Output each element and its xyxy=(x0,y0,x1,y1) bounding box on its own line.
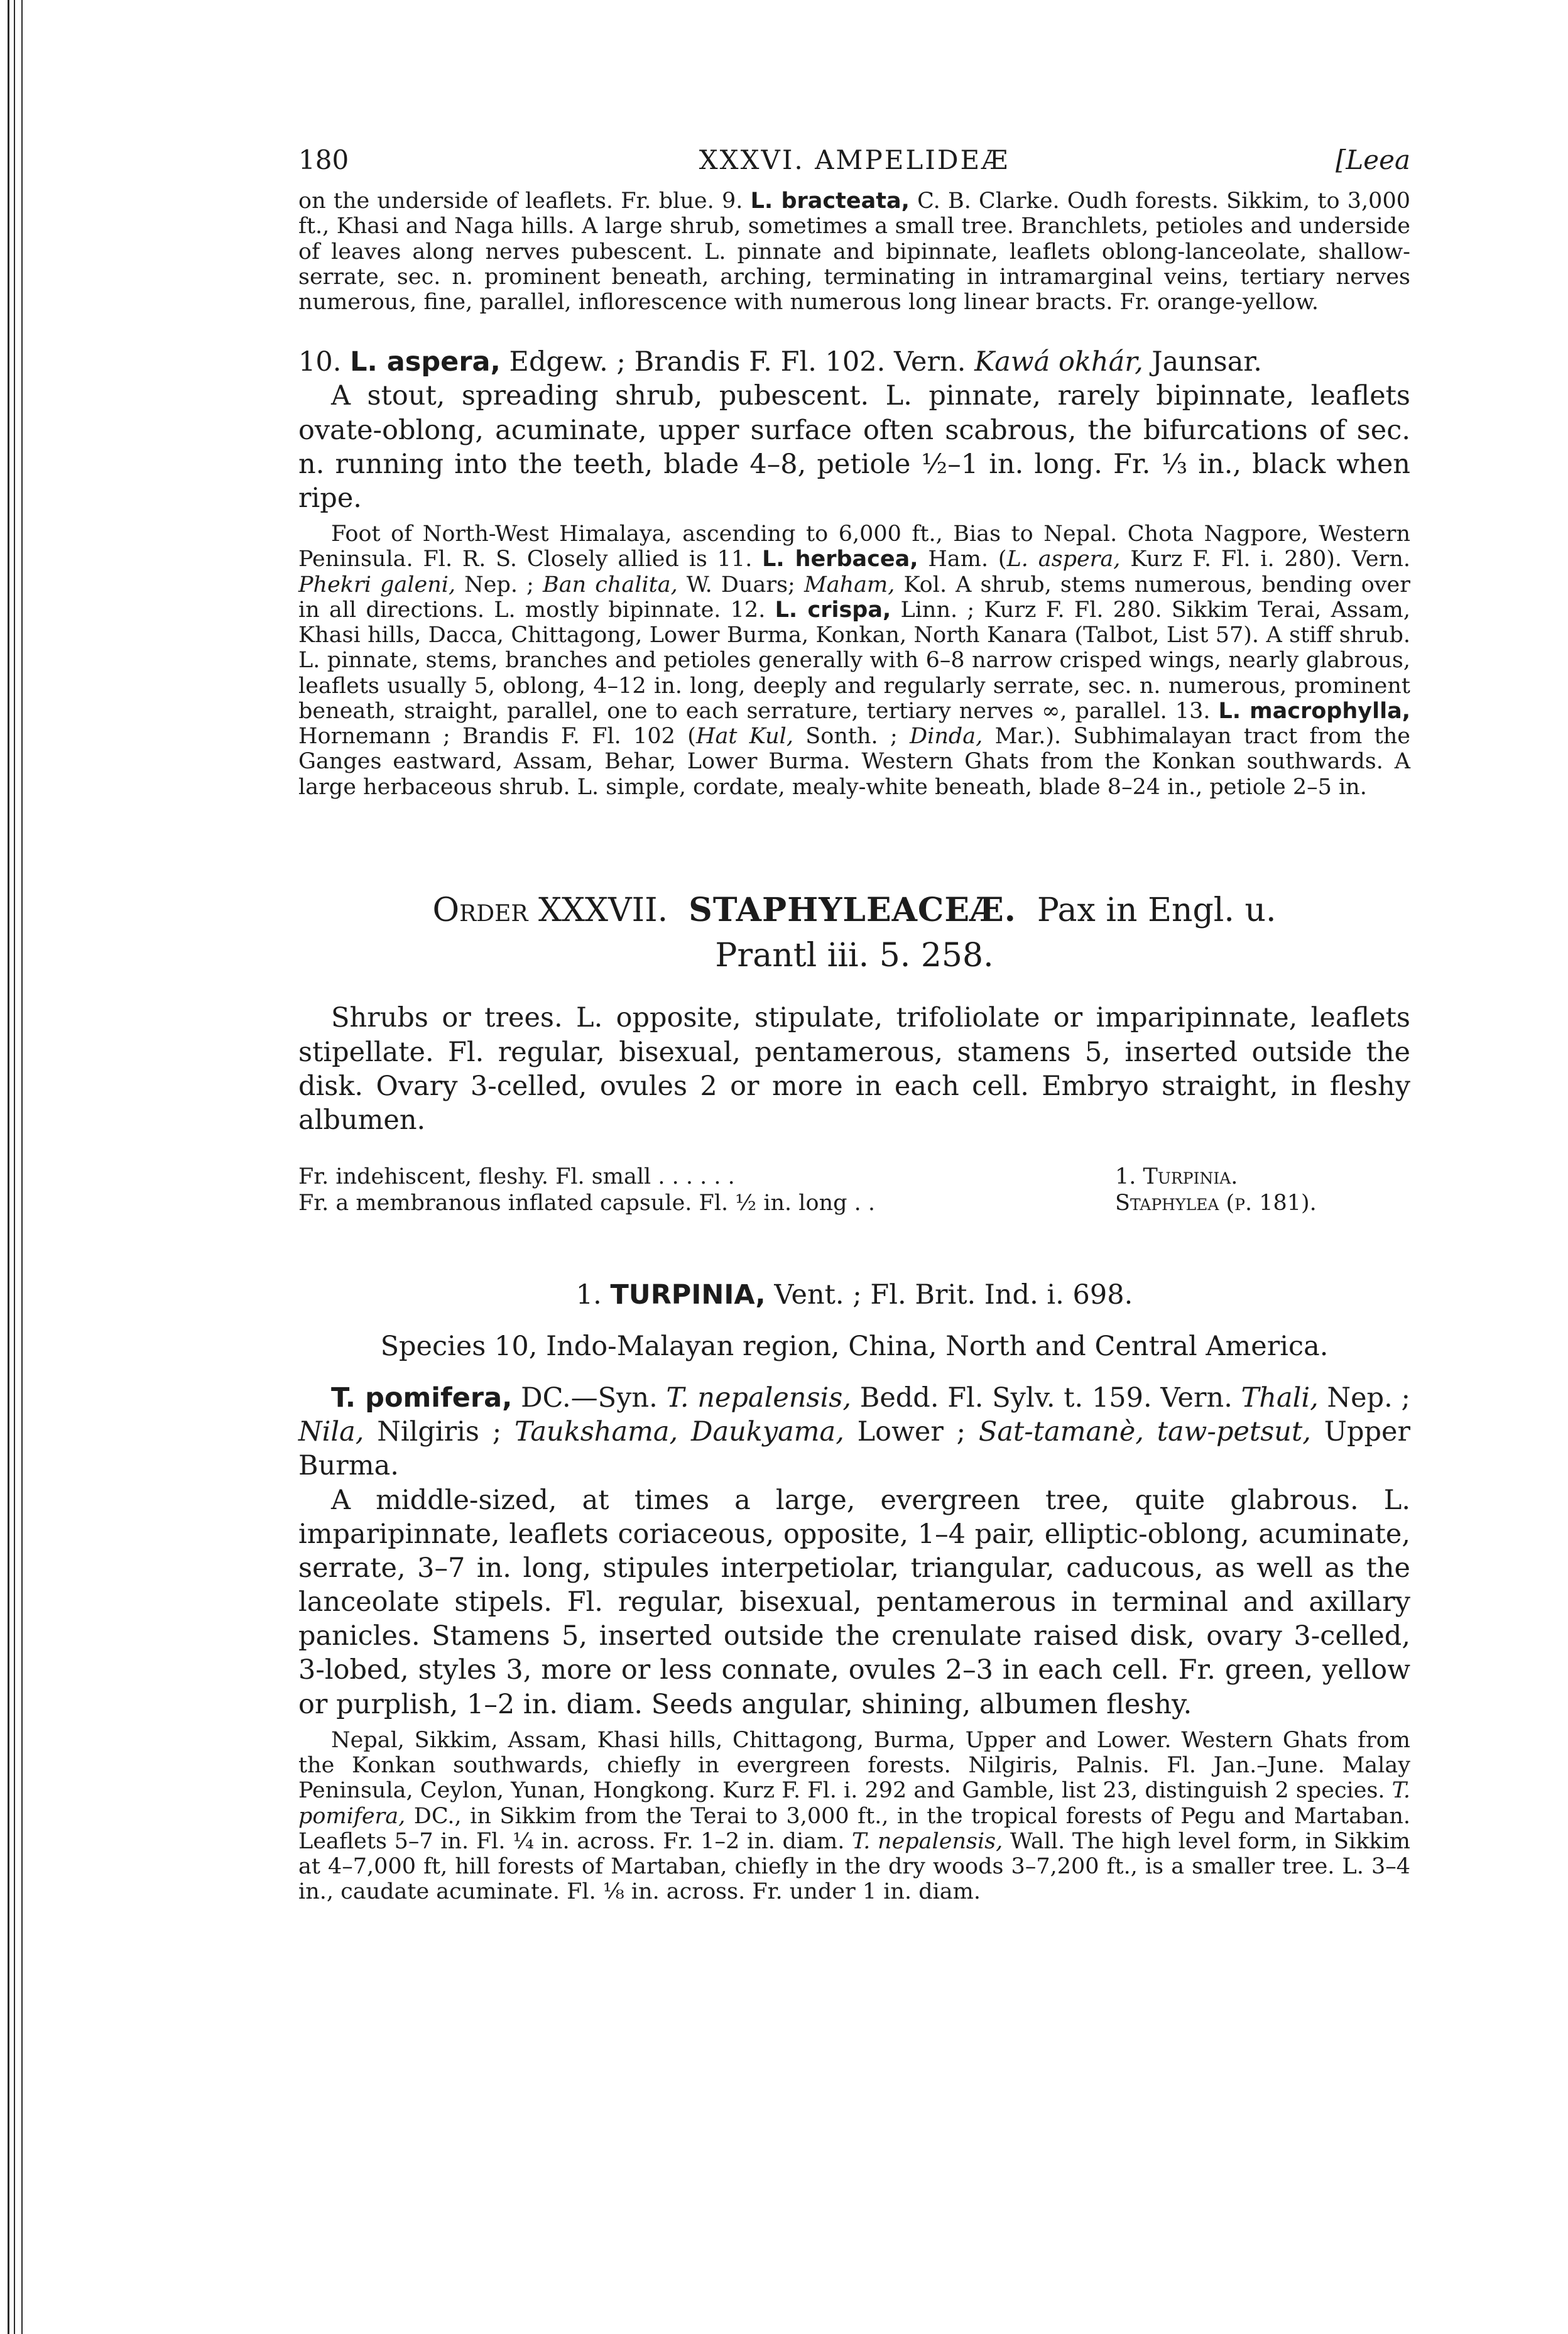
binding-rule xyxy=(21,0,23,2334)
key-row: Fr. indehiscent, fleshy. Fl. small . . . . . . 1. Turpinia. xyxy=(298,1164,1410,1190)
page-number: 180 xyxy=(298,145,349,175)
genus-range: Species 10, Indo-Malayan region, China, North and Central America. xyxy=(380,1331,1329,1363)
species-description: A stout, spreading shrub, pubescent. L. pinnate, rarely bipinnate, leaflets ovate-oblong, acuminate, upper surface often scabrous, the bifurcations of sec. n. running into the teeth, blade 4–8, petiole ½–1 in. long. Fr. ⅓ in., black when ripe. xyxy=(298,380,1410,514)
order-description: Shrubs or trees. L. opposite, stipulate, trifoliolate or imparipinnate, leaflets stipellate. Fl. regular, bisexual, pentamerous, stamens 5, inserted outside the disk. Ovary 3-celled, ovules 2 or more in each cell. Embryo straight, in fleshy albumen. xyxy=(298,1002,1410,1136)
order-heading xyxy=(298,888,1410,979)
genus-key xyxy=(298,1164,1410,1216)
key-row: Fr. a membranous inflated capsule. Fl. ½ in. long . . Staphylea (p. 181). xyxy=(298,1190,1410,1216)
species-name: L. bracteata, xyxy=(750,188,910,214)
order-authority-ref: Prantl iii. 5. 258. xyxy=(715,936,994,974)
species-name: L. aspera, xyxy=(350,346,501,378)
notes-paragraph: Foot of North-West Himalaya, ascending to 6,000 ft., Bias to Nepal. Chota Nagpore, Western Peninsula. Fl. R. S. Closely allied is 11. L. herbacea, Ham. (L. aspera, Kurz F. Fl. i. 280). Vern. Phekri galeni, Nep. ; Ban chalita, W. Duars; Maham, Kol. A shrub, stems numerous, bending over in all directions. L. mostly bipinnate. 12. L. crispa, Linn. ; Kurz F. Fl. 280. Sikkim Terai, Assam, Khasi hills, Dacca, Chittagong, Lower Burma, Konkan, North Kanara (Talbot, List 57). A stiff shrub. L. pinnate, stems, branches and petioles generally with 6–8 narrow crisped wings, nearly glabrous, leaflets usually 5, oblong, 4–12 in. long, deeply and regularly serrate, sec. n. numerous, prominent beneath, straight, parallel, one to each serrature, tertiary nerves ∞, parallel. 13. L. macrophylla, Hornemann ; Brandis F. Fl. 102 (Hat Kul, Sonth. ; Dinda, Mar.). Subhimalayan tract from the Ganges eastward, Assam, Behar, Lower Burma. Western Ghats from the Konkan southwards. A large herbaceous shrub. L. simple, cordate, mealy-white beneath, blade 8–24 in., petiole 2–5 in. xyxy=(298,521,1411,800)
species-name: T. pomifera, xyxy=(331,1382,513,1414)
genus-heading: 1. TURPINIA, Vent. ; Fl. Brit. Ind. i. 698. xyxy=(575,1279,1133,1311)
species-notes: Nepal, Sikkim, Assam, Khasi hills, Chittagong, Burma, Upper and Lower. Western Ghats from the Konkan southwards, chiefly in evergreen forests. Nilgiris, Palnis. Fl. Jan.–June. Malay Peninsula, Ceylon, Yunan, Hongkong. Kurz F. Fl. i. 292 and Gamble, list 23, distinguish 2 species. T. pomifera, DC., in Sikkim from the Terai to 3,000 ft., in the tropical forests of Pegu and Martaban. Leaflets 5–7 in. Fl. ¼ in. across. Fr. 1–2 in. diam. T. nepalensis, Wall. The high level form, in Sikkim at 4–7,000 ft, hill forests of Martaban, chiefly in the dry woods 3–7,200 ft., is a smaller tree. L. 3–4 in., caudate acuminate. Fl. ⅛ in. across. Fr. under 1 in. diam. xyxy=(298,1727,1410,1905)
order-name: STAPHYLEACEÆ. xyxy=(689,890,1016,929)
intro-paragraph: on the underside of leaflets. Fr. blue. 9. L. bracteata, C. B. Clarke. Oudh forests. Sikkim, to 3,000 ft., Khasi and Naga hills. A large shrub, sometimes a small tree. Branchlets, petioles and underside of leaves along nerves pubescent. L. pinnate and bipinnate, leaflets oblong-lanceolate, shallow-serrate, sec. n. prominent beneath, arching, terminating in intramarginal veins, tertiary nerves numerous, fine, parallel, inflorescence with numerous long linear bracts. Fr. orange-yellow. xyxy=(298,188,1410,315)
species-entry-aspera: 10. L. aspera, Edgew. ; Brandis F. Fl. 102. Vern. Kawá okhár, Jaunsar. xyxy=(298,346,1262,378)
species-entry-pomifera: T. pomifera, DC.—Syn. T. nepalensis, Bedd. Fl. Sylv. t. 159. Vern. Thali, Nep. ; Nila, Nilgiris ; Taukshama, Daukyama, Lower ; Sat-tamanè, taw-petsut, Upper Burma. xyxy=(298,1382,1410,1482)
running-head: [Leea xyxy=(1335,145,1410,175)
order-authority: Pax in Engl. u. xyxy=(1037,891,1277,929)
key-result: Staphylea (p. 181). xyxy=(1115,1191,1317,1216)
running-header xyxy=(298,145,1410,188)
binding-rule xyxy=(8,0,9,2334)
order-prefix: Order XXXVII. xyxy=(432,891,668,929)
binding-rule xyxy=(14,0,15,2334)
genus-name: TURPINIA, xyxy=(610,1279,766,1311)
species-description: A middle-sized, at times a large, evergreen tree, quite glabrous. L. imparipinnate, leaflets coriaceous, opposite, 1–4 pair, elliptic-oblong, acuminate, serrate, 3–7 in. long, stipules interpetiolar, triangular, caducous, as well as the lanceolate stipels. Fl. regular, bisexual, pentamerous in terminal and axillary panicles. Stamens 5, inserted outside the crenulate raised disk, ovary 3-celled, 3-lobed, styles 3, more or less connate, ovules 2–3 in each cell. Fr. green, yellow or purplish, 1–2 in. diam. Seeds angular, shining, albumen fleshy. xyxy=(298,1484,1410,1720)
chapter-title: XXXVI. AMPELIDEÆ xyxy=(699,145,1010,175)
book-page xyxy=(298,145,1410,1905)
key-result: 1. Turpinia. xyxy=(1115,1164,1238,1190)
